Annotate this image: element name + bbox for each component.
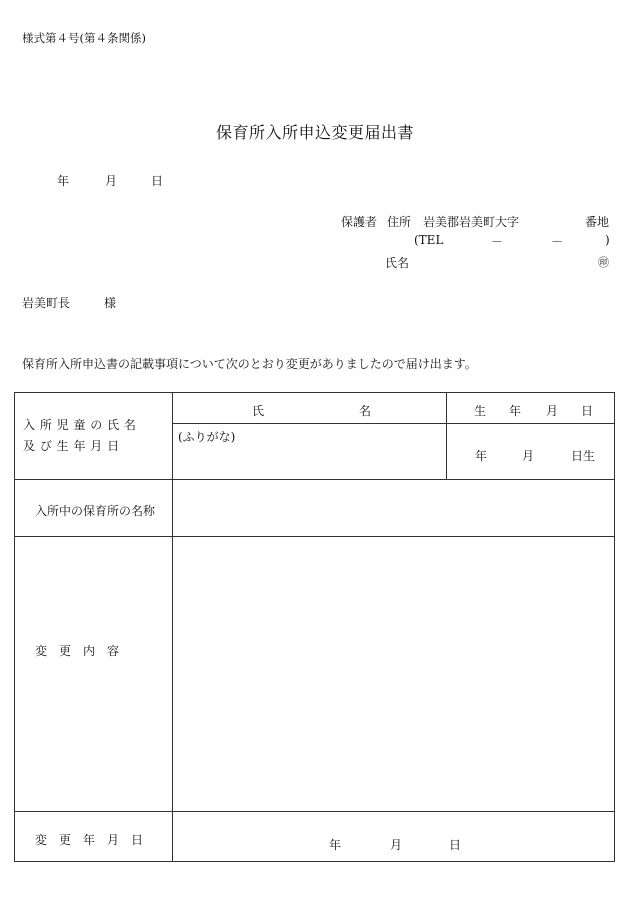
birth-header-4: 日: [581, 404, 594, 418]
child-label-line1: 入 所 児 童 の 氏 名: [23, 418, 137, 432]
table-divider-vertical-label: [172, 393, 173, 861]
tel-dash-2: －: [551, 235, 564, 249]
document-title: 保育所入所申込変更届出書: [215, 123, 414, 142]
change-year-label: 年: [329, 838, 342, 852]
facility-name-label: 入所中の保育所の名称: [35, 504, 156, 518]
table-divider-row2: [15, 536, 615, 537]
change-day-label: 日: [449, 838, 462, 852]
notice-text: 保育所入所申込書の記載事項について次のとおり変更がありましたので届け出ます。: [22, 357, 477, 371]
change-date-label: 変 更 年 月 日: [35, 833, 144, 847]
guardian-address-suffix: 番地: [585, 215, 610, 229]
guardian-label: 保護者: [341, 215, 378, 229]
addressee-honorific: 様: [104, 296, 117, 310]
birth-header-2: 年: [509, 404, 522, 418]
tel-dash-1: －: [491, 235, 504, 249]
table-divider-header: [172, 423, 615, 424]
table-divider-row3: [15, 811, 615, 812]
guardian-name-label: 氏名: [385, 256, 410, 270]
addressee-name: 岩美町長: [22, 296, 71, 310]
birth-header-1: 生: [474, 404, 487, 418]
guardian-address-label: 住所: [387, 215, 412, 229]
form-number: 様式第４号(第４条関係): [22, 31, 146, 45]
furigana-label: (ふりがな): [178, 430, 236, 444]
date-day-label: 日: [151, 174, 164, 188]
name-header-left: 氏: [252, 404, 265, 418]
guardian-tel-label: (TEL: [414, 233, 444, 247]
name-header-right: 名: [359, 404, 372, 418]
date-month-label: 月: [105, 174, 118, 188]
change-month-label: 月: [390, 838, 403, 852]
change-form-table: [14, 392, 615, 862]
tel-close-paren: ): [605, 233, 610, 247]
child-label-line2: 及 び 生 年 月 日: [23, 439, 120, 453]
birth-header-3: 月: [546, 404, 559, 418]
table-divider-row1: [15, 479, 615, 480]
table-divider-vertical-birth: [446, 393, 447, 479]
date-year-label: 年: [57, 174, 70, 188]
birth-day-label: 日生: [571, 449, 596, 463]
birth-month-label: 月: [522, 449, 535, 463]
change-content-label: 変 更 内 容: [35, 644, 120, 658]
seal-mark: ㊞: [598, 256, 609, 269]
guardian-address: 岩美郡岩美町大字: [423, 215, 520, 229]
birth-year-label: 年: [475, 449, 488, 463]
